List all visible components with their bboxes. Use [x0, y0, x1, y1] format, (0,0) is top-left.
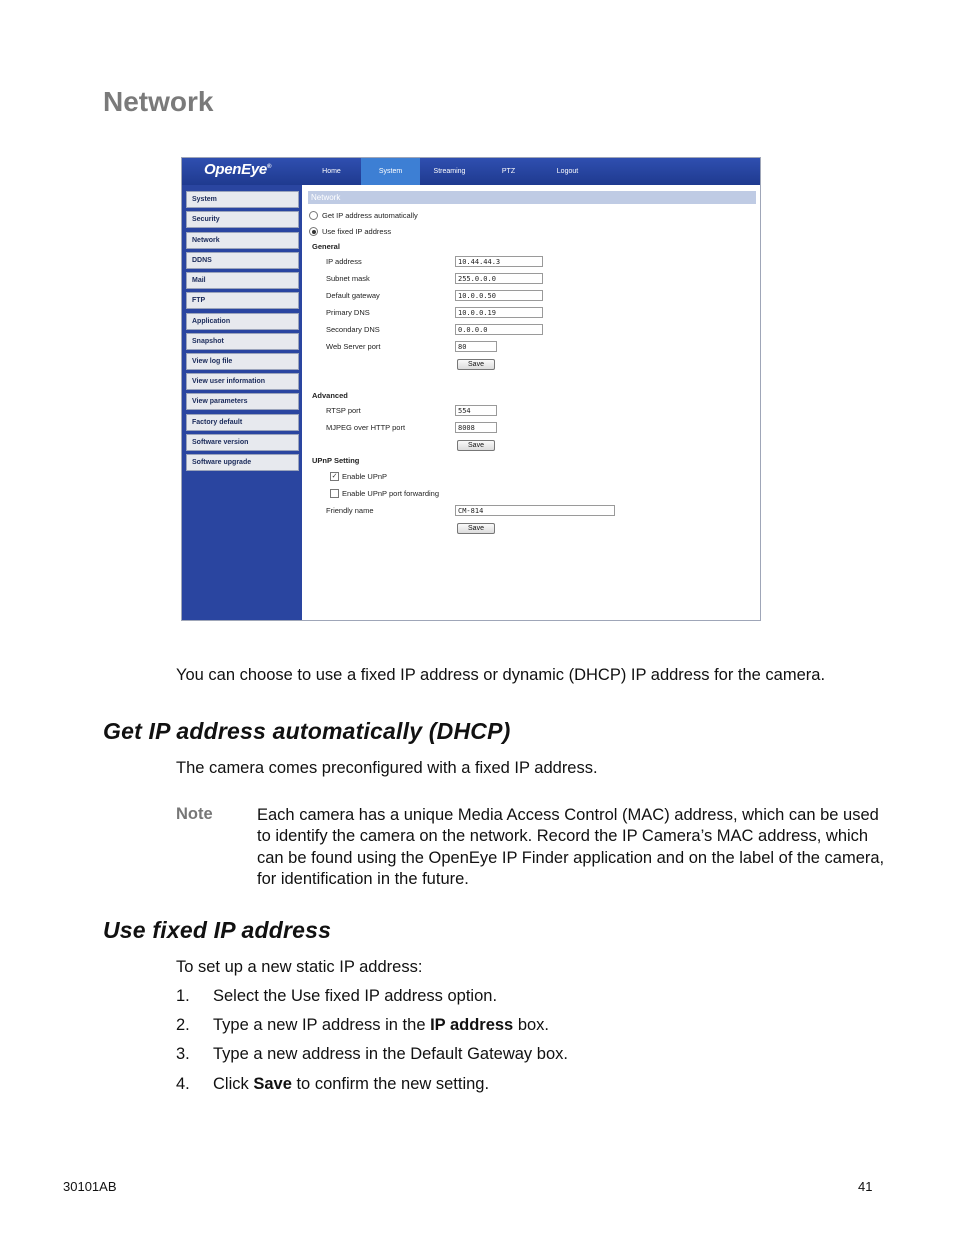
- upnp-heading: UPnP Setting: [312, 456, 360, 465]
- intro-paragraph: You can choose to use a fixed IP address or dynamic (DHCP) IP address for the camera.: [176, 666, 826, 684]
- settings-sidebar: [182, 185, 302, 621]
- openeye-logo: OpenEye®: [204, 161, 272, 178]
- sidebar-item-factory-default[interactable]: Factory default: [186, 414, 299, 431]
- tab-logout[interactable]: Logout: [556, 168, 579, 175]
- section-title-bar: Network: [308, 191, 756, 204]
- radio-button-selected-icon[interactable]: [309, 227, 318, 236]
- default-gateway-input[interactable]: 10.0.0.50: [455, 290, 543, 301]
- note-label: Note: [176, 805, 213, 823]
- web-server-port-input[interactable]: 80: [455, 341, 497, 352]
- tab-streaming[interactable]: Streaming: [433, 168, 466, 175]
- mjpeg-port-input[interactable]: 8008: [455, 422, 497, 433]
- rtsp-port-label: RTSP port: [326, 406, 361, 415]
- heading-dhcp: Get IP address automatically (DHCP): [103, 718, 511, 744]
- enable-upnp-forwarding-checkbox[interactable]: Enable UPnP port forwarding: [330, 489, 439, 498]
- checkbox-checked-icon[interactable]: ✓: [331, 473, 338, 480]
- tab-ptz[interactable]: PTZ: [501, 168, 516, 175]
- sidebar-item-ftp[interactable]: FTP: [186, 292, 299, 309]
- enable-upnp-checkbox[interactable]: ✓ Enable UPnP: [331, 472, 388, 481]
- friendly-name-label: Friendly name: [326, 506, 374, 515]
- sidebar-item-software-version[interactable]: Software version: [186, 434, 299, 451]
- sidebar-item-view-user-information[interactable]: View user information: [186, 373, 299, 390]
- secondary-dns-input[interactable]: 0.0.0.0: [455, 324, 543, 335]
- sidebar-item-view-parameters[interactable]: View parameters: [186, 393, 299, 410]
- radio-use-fixed-ip[interactable]: Use fixed IP address: [309, 227, 391, 236]
- tab-system[interactable]: System: [361, 158, 420, 185]
- sidebar-item-system[interactable]: System: [186, 191, 299, 208]
- sidebar-item-view-log-file[interactable]: View log file: [186, 353, 299, 370]
- tab-home[interactable]: Home: [322, 168, 341, 175]
- subnet-mask-input[interactable]: 255.0.0.0: [455, 273, 543, 284]
- ip-address-label: IP address: [326, 257, 362, 266]
- dhcp-paragraph: The camera comes preconfigured with a fixed IP address.: [176, 759, 598, 777]
- checkbox-unchecked-icon[interactable]: [330, 489, 339, 498]
- primary-dns-input[interactable]: 10.0.0.19: [455, 307, 543, 318]
- step-1: 1. Select the Use fixed IP address option.: [176, 987, 498, 1005]
- general-save-button[interactable]: Save: [457, 359, 495, 370]
- step-4: 4. Click Save to confirm the new setting.: [176, 1075, 490, 1093]
- network-settings-panel: [303, 185, 760, 621]
- friendly-name-input[interactable]: CM-814: [455, 505, 615, 516]
- upnp-save-button[interactable]: Save: [457, 523, 495, 534]
- note-text: Each camera has a unique Media Access Control (MAC) address, which can be used to identify the camera on the network. Record the IP Camera’s MAC address, which can be found using the OpenEye IP Finder application and on the label of the camera, for identification in the future.: [257, 806, 885, 888]
- general-heading: General: [312, 242, 340, 251]
- mjpeg-port-label: MJPEG over HTTP port: [326, 423, 406, 432]
- advanced-save-button[interactable]: Save: [457, 440, 495, 451]
- sidebar-item-network[interactable]: Network: [186, 232, 299, 249]
- network-settings-screenshot: [181, 157, 761, 621]
- default-gateway-label: Default gateway: [326, 291, 380, 300]
- page-title: Network: [103, 86, 214, 117]
- fixed-ip-intro: To set up a new static IP address:: [176, 958, 423, 976]
- subnet-mask-label: Subnet mask: [326, 274, 370, 283]
- ip-address-input[interactable]: 10.44.44.3: [455, 256, 543, 267]
- footer-page-number: 41: [858, 1179, 873, 1194]
- footer-doc-id: 30101AB: [63, 1179, 117, 1194]
- heading-fixed-ip: Use fixed IP address: [103, 917, 332, 943]
- secondary-dns-label: Secondary DNS: [326, 325, 380, 334]
- step-3: 3. Type a new address in the Default Gateway box.: [176, 1045, 568, 1063]
- main-tabs: [302, 158, 597, 185]
- radio-get-ip-automatically[interactable]: Get IP address automatically: [309, 211, 418, 220]
- step-2: 2. Type a new IP address in the IP address box.: [176, 1016, 550, 1034]
- advanced-heading: Advanced: [312, 391, 348, 400]
- web-server-port-label: Web Server port: [326, 342, 381, 351]
- sidebar-item-security[interactable]: Security: [186, 211, 299, 228]
- sidebar-item-application[interactable]: Application: [186, 313, 299, 330]
- primary-dns-label: Primary DNS: [326, 308, 370, 317]
- rtsp-port-input[interactable]: 554: [455, 405, 497, 416]
- sidebar-item-software-upgrade[interactable]: Software upgrade: [186, 454, 299, 471]
- sidebar-item-snapshot[interactable]: Snapshot: [186, 333, 299, 350]
- radio-button-icon[interactable]: [309, 211, 318, 220]
- sidebar-item-ddns[interactable]: DDNS: [186, 252, 299, 269]
- sidebar-item-mail[interactable]: Mail: [186, 272, 299, 289]
- top-nav-bar: [182, 158, 760, 185]
